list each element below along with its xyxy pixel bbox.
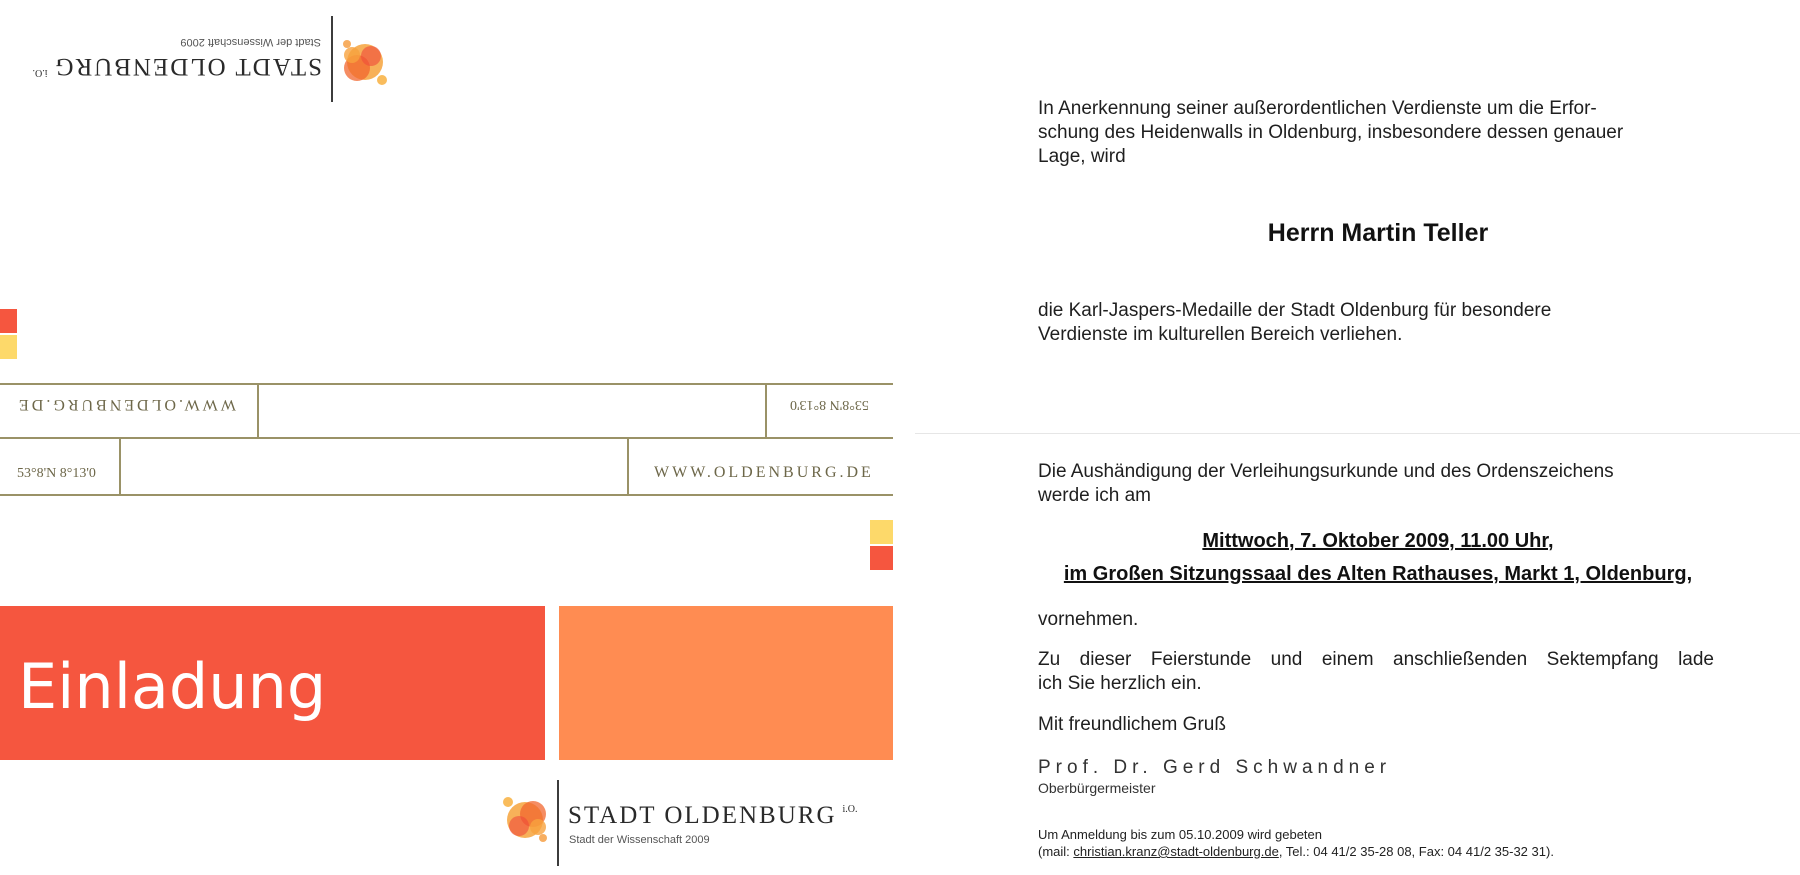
coords-upside-down: 53°8'N 8°13'0 <box>790 397 869 412</box>
ceremony-date: Mittwoch, 7. Oktober 2009, 11.00 Uhr, <box>1202 530 1554 552</box>
yellow-accent-square <box>0 335 17 359</box>
rsvp-note: Um Anmeldung bis zum 05.10.2009 wird gebeten <box>1038 827 1323 842</box>
coords-label: 53°8'N 8°13'0 <box>17 466 96 481</box>
award-line: Verdienste im kulturellen Bereich verliehen. <box>1038 324 1403 345</box>
strip-lower-divider-left <box>119 437 121 495</box>
award-paragraph <box>1038 299 1703 347</box>
logo-tagline: Stadt der Wissenschaft 2009 <box>569 834 710 846</box>
oldenburg-blob-icon <box>500 790 556 846</box>
oldenburg-blob-icon <box>334 36 390 92</box>
logo-tagline: Stadt der Wissenschaft 2009 <box>180 36 321 48</box>
ceremony-place: im Großen Sitzungssaal des Alten Rathauses, Markt 1, Oldenburg, <box>1063 563 1693 585</box>
strip-top-rule <box>0 383 893 385</box>
strip-lower-divider-right <box>627 437 629 495</box>
logo-divider <box>557 780 559 866</box>
logo-city-name: STADT OLDENBURG $^{i.O.}$ <box>568 802 858 829</box>
ceremony-paragraph <box>1038 460 1703 508</box>
red-accent-square-right <box>870 546 893 570</box>
rsvp-email-link[interactable]: christian.kranz@stadt-oldenburg.de <box>1073 844 1279 859</box>
website-label: WWW.OLDENBURG.DE <box>654 464 874 481</box>
fold-line <box>915 433 1800 434</box>
website-upside-down: WWW.OLDENBURG.DE <box>16 396 236 413</box>
ceremony-line: Die Aushändigung der Verleihungsurkunde und des Ordenszeichens <box>1038 461 1614 482</box>
intro-line: In Anerkennung seiner außerordentlichen Verdienste um die Erfor- <box>1038 98 1597 119</box>
logo-city-name: STADT $OLDENBURG^{i.O.}$ <box>32 53 322 80</box>
intro-line: schung des Heidenwalls in Oldenburg, insbesondere dessen genauer <box>1038 122 1624 143</box>
strip-upper-divider-left <box>257 383 259 438</box>
strip-middle-rule <box>0 437 893 439</box>
signer-title: Oberbürgermeister <box>1038 780 1156 796</box>
reception-paragraph <box>1038 648 1714 696</box>
signer-name: Prof. Dr. Gerd Schwandner <box>1038 757 1392 778</box>
vornehmen-text: vornehmen. <box>1038 609 1139 630</box>
orange-band <box>559 606 893 760</box>
reception-line: Zu dieser Feierstunde und einem anschließenden Sektempfang lade <box>1038 649 1714 670</box>
award-line: die Karl-Jaspers-Medaille der Stadt Oldenburg für besondere <box>1038 300 1552 321</box>
yellow-accent-square-right <box>870 520 893 544</box>
logo-divider <box>331 16 333 102</box>
stadt-oldenburg-logo <box>500 780 860 866</box>
stadt-oldenburg-logo-upside-down <box>30 16 390 102</box>
strip-bottom-rule <box>0 494 893 496</box>
strip-upper-divider-right <box>765 383 767 438</box>
intro-line: Lage, wird <box>1038 146 1126 167</box>
reception-line: ich Sie herzlich ein. <box>1038 673 1202 694</box>
rsvp-contact: (mail: christian.kranz@stadt-oldenburg.de, Tel.: 04 41/2 35-28 08, Fax: 04 41/2 35-32 31). <box>1038 844 1554 859</box>
ceremony-line: werde ich am <box>1038 485 1151 506</box>
recipient-name: Herrn Martin Teller <box>1267 219 1489 247</box>
intro-paragraph <box>1038 97 1703 169</box>
einladung-title: Einladung <box>18 650 327 723</box>
greeting: Mit freundlichem Gruß <box>1038 714 1226 735</box>
red-accent-square <box>0 309 17 333</box>
